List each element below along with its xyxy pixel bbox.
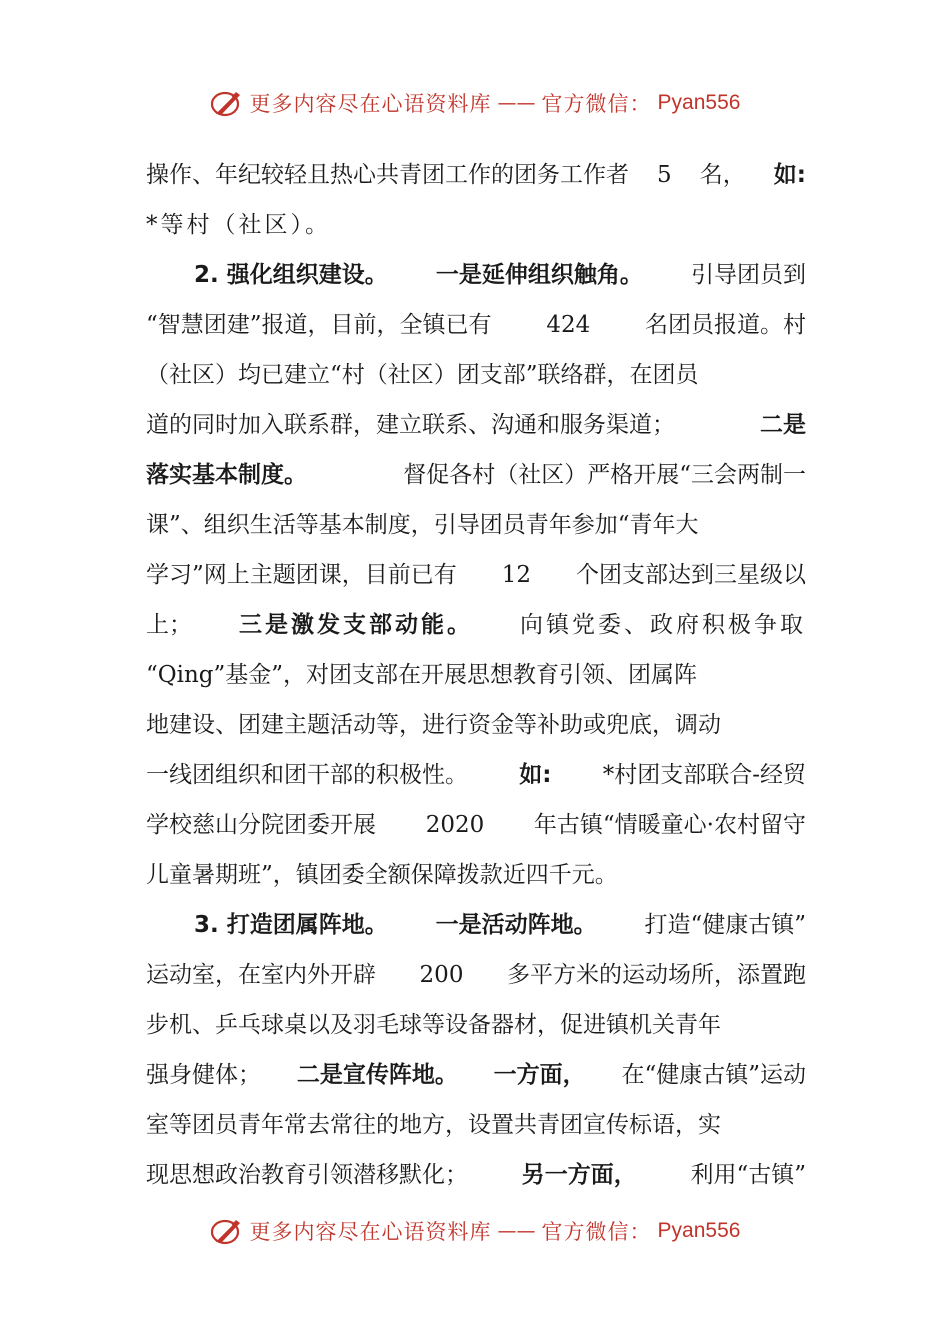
quill-pen-logo-icon [210,86,244,120]
header-banner-text: 更多内容尽在心语资料库 [249,92,492,116]
footer-banner-contact: 官方微信： [541,1220,652,1244]
text-line: 一线团组织和团干部的积极性。 如: *村团支部联合-经贸 [146,762,806,788]
text-line: （社区）均已建立“村（社区）团支部”联络群，在团员 [146,362,699,388]
text-line: “智慧团建”报道，目前，全镇已有 424 名团员报道。村 [146,312,806,338]
header-banner-separator: —— [497,92,536,114]
footer-banner-wechat-id: Pyan556 [657,1219,741,1242]
text-line: 学校慈山分院团委开展 2020 年古镇“情暖童心·农村留守 [146,812,806,838]
text-line: 强身健体； 二是宣传阵地。 一方面， 在“健康古镇”运动 [146,1062,806,1088]
text-line: *等村（社区）。 [146,212,331,238]
text-line: 道的同时加入联系群，建立联系、沟通和服务渠道； 二是 [146,412,806,438]
text-line: 课”、组织生活等基本制度，引导团员青年参加“青年大 [146,512,699,538]
text-line: 儿童暑期班”，镇团委全额保障拨款近四千元。 [146,862,618,888]
text-line: 操作、年纪较轻且热心共青团工作的团务工作者 5 名， 如: [146,162,806,188]
text-line: 室等团员青年常去常往的地方，设置共青团宣传标语，实 [146,1112,721,1138]
section-heading-line: 3. 打造团属阵地。 一是活动阵地。 打造“健康古镇” [146,900,806,950]
text-line: 落实基本制度。 督促各村（社区）严格开展“三会两制一 [146,462,806,488]
text-line: 上； 三是激发支部动能。 向镇党委、政府积极争取 [146,612,806,638]
document-body [146,150,806,1200]
footer-banner-text: 更多内容尽在心语资料库 [249,1220,492,1244]
footer-banner [0,1211,950,1251]
text-line: 步机、乒乓球桌以及羽毛球等设备器材，促进镇机关青年 [146,1012,721,1038]
section-heading-line: 2. 强化组织建设。 一是延伸组织触角。 引导团员到 [146,250,806,300]
text-line: “Qing”基金”，对团支部在开展思想教育引领、团属阵 [146,662,698,688]
quill-pen-logo-icon [210,1214,244,1248]
text-line: 运动室，在室内外开辟 200 多平方米的运动场所，添置跑 [146,962,806,988]
header-banner-contact: 官方微信： [541,92,652,116]
text-line: 现思想政治教育引领潜移默化； 另一方面， 利用“古镇” [146,1162,806,1188]
footer-banner-separator: —— [497,1220,536,1242]
text-line: 学习”网上主题团课，目前已有 12 个团支部达到三星级以 [146,562,806,588]
section-heading: 2. 强化组织建设。 [194,262,388,288]
header-banner-wechat-id: Pyan556 [657,91,741,114]
section-heading: 3. 打造团属阵地。 [194,912,388,938]
text-line: 地建设、团建主题活动等，进行资金等补助或兜底，调动 [146,712,721,738]
header-banner [0,83,950,123]
